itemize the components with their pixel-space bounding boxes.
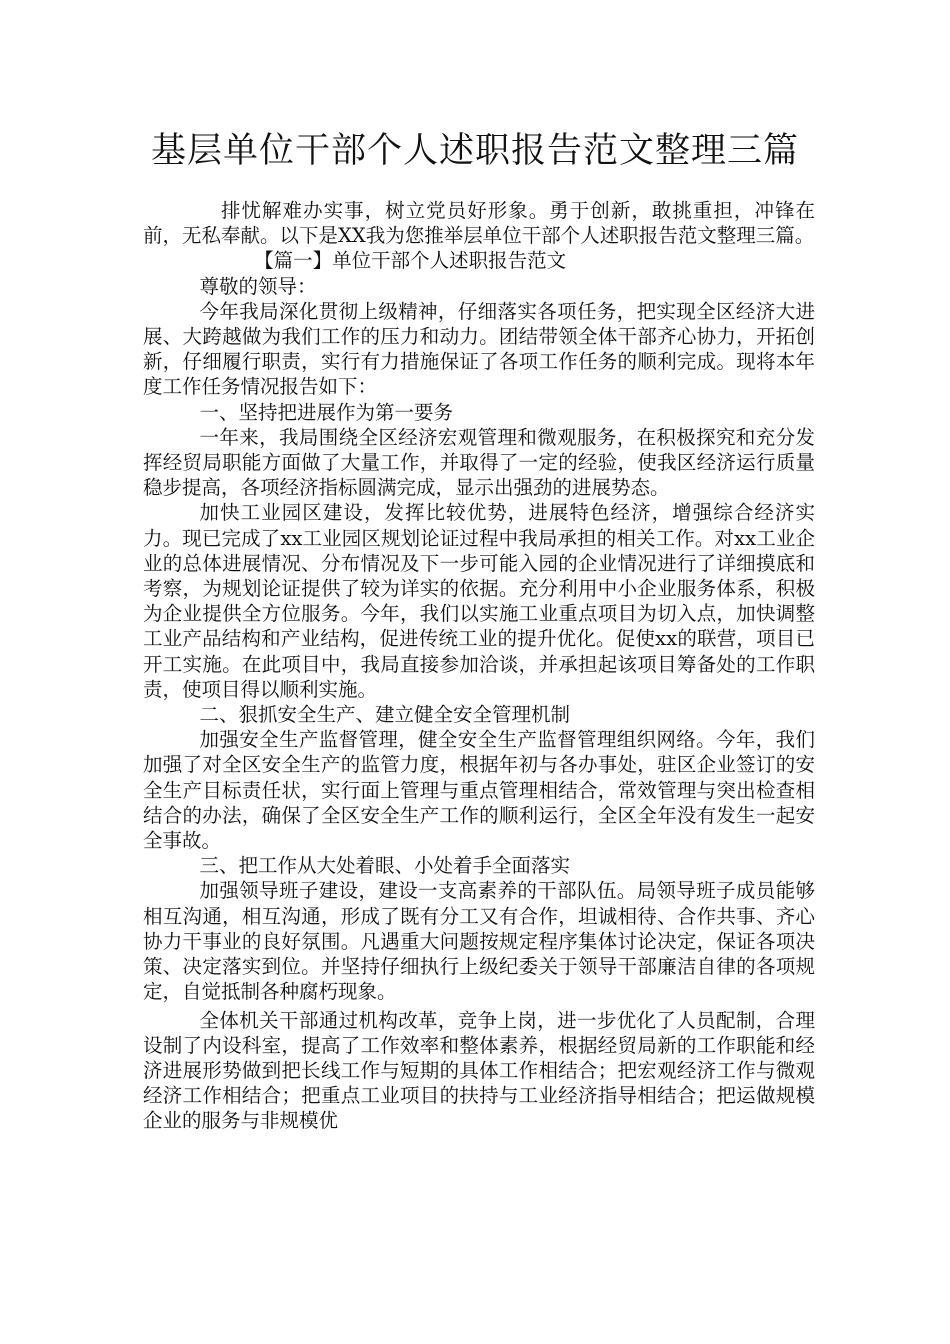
intro-paragraph: 排忧解难办实事，树立党员好形象。勇于创新，敢挑重担，冲锋在前，无私奉献。以下是XX我为您推举层单位干部个人述职报告范文整理三篇。 bbox=[143, 199, 815, 248]
document-title: 基层单位干部个人述职报告范文整理三篇 bbox=[150, 131, 799, 171]
body-paragraph: 加快工业园区建设，发挥比较优势，进展特色经济，增强综合经济实力。现已完成了xx工业园区规划论证过程中我局承担的相关工作。对xx工业企业的总体进展情况、分布情况及下一步可能入园的企业情况进行了详细摸底和考察，为规划论证提供了较为详实的依据。充分利用中小企业服务体系，积极为企业提供全方位服务。今年，我们以实施工业重点项目为切入点，加快调整工业产品结构和产业结构，促进传统工业的提升优化。促使xx的联营，项目已开工实施。在此项目中，我局直接参加洽谈，并承担起该项目筹备处的工作职责，使项目得以顺利实施。 bbox=[143, 501, 815, 701]
section-title: 【篇一】单位干部个人述职报告范文 bbox=[254, 249, 567, 273]
salutation: 尊敬的领导： bbox=[199, 274, 317, 298]
heading-three: 三、把工作从大处着眼、小处着手全面落实 bbox=[199, 854, 571, 878]
body-paragraph: 加强领导班子建设，建设一支高素养的干部队伍。局领导班子成员能够相互沟通，相互沟通，形成了既有分工又有合作，坦诚相待、合作共事、齐心协力干事业的良好氛围。凡遇重大问题按规定程序集体讨论决定，保证各项决策、决定落实到位。并坚持仔细执行上级纪委关于领导干部廉洁自律的各项规定，自觉抵制各种腐朽现象。 bbox=[143, 879, 815, 1004]
heading-two: 二、狠抓安全生产、建立健全安全管理机制 bbox=[199, 703, 571, 727]
document-body bbox=[143, 198, 815, 1134]
body-paragraph: 一年来，我局围绕全区经济宏观管理和微观服务，在积极探究和充分发挥经贸局职能方面做了大量工作，并取得了一定的经验，使我区经济运行质量稳步提高，各项经济指标圆满完成，显示出强劲的进展势态。 bbox=[143, 425, 815, 500]
body-paragraph: 今年我局深化贯彻上级精神，仔细落实各项任务，把实现全区经济大进展、大跨越做为我们工作的压力和动力。团结带领全体干部齐心协力，开拓创新，仔细履行职责，实行有力措施保证了各项工作任务的顺利完成。现将本年度工作任务情况报告如下： bbox=[143, 299, 815, 399]
body-paragraph: 加强安全生产监督管理，健全安全生产监督管理组织网络。今年，我们加强了对全区安全生产的监管力度，根据年初与各办事处，驻区企业签订的安全生产目标责任状，实行面上管理与重点管理相结合，常效管理与突出检查相结合的办法，确保了全区安全生产工作的顺利运行，全区全年没有发生一起安全事故。 bbox=[143, 728, 815, 853]
heading-one: 一、坚持把进展作为第一要务 bbox=[199, 400, 454, 424]
body-paragraph: 全体机关干部通过机构改革，竞争上岗，进一步优化了人员配制，合理设制了内设科室，提高了工作效率和整体素养，根据经贸局新的工作职能和经济进展形势做到把长线工作与短期的具体工作相结合；把宏观经济工作与微观经济工作相结合；把重点工业项目的扶持与工业经济指导相结合；把运做规模企业的服务与非规模优 bbox=[143, 1008, 815, 1133]
